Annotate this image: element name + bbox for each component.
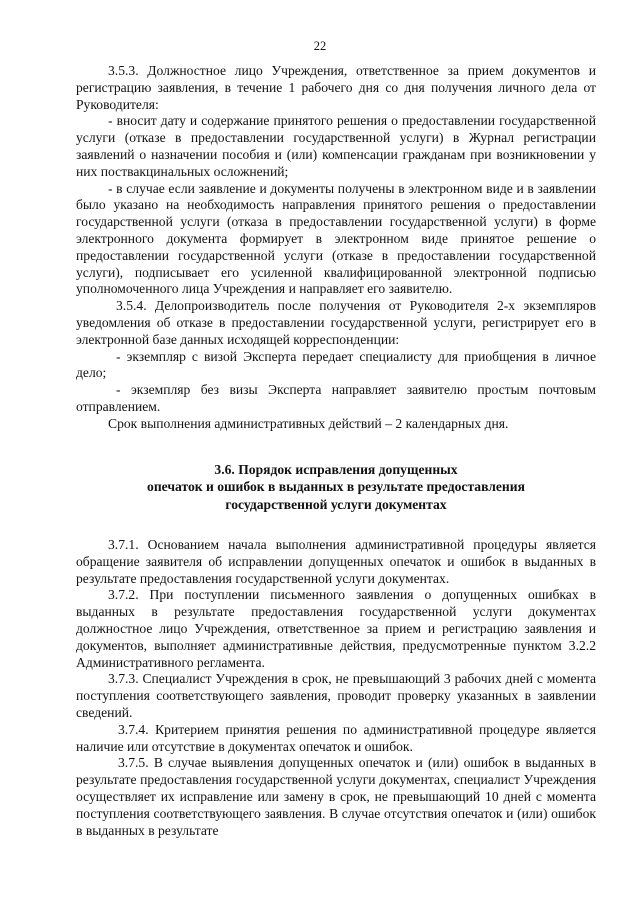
section-heading-3-6 bbox=[76, 461, 596, 514]
paragraph-deadline: Срок выполнения административных действий – 2 календарных дня. bbox=[108, 415, 509, 431]
list-item-journal: - вносит дату и содержание принятого решения о предоставлении государственной услуги (отказе в предоставлении государственной услуги) в Журнал регистрации заявлений о назначении пособия и (или) компенсации гражданам при возникновении у них поствакцинальных осложнений; bbox=[76, 113, 596, 179]
heading-line-2: опечаток и ошибок в выданных в результате предоставления bbox=[147, 479, 525, 495]
heading-line-1: 3.6. Порядок исправления допущенных bbox=[214, 461, 458, 477]
heading-line-3: государственной услуги документах bbox=[225, 496, 447, 512]
list-item-with-visa: - экземпляр с визой Эксперта передает специалисту для приобщения в личное дело; bbox=[76, 348, 596, 381]
page-number: 22 bbox=[313, 39, 327, 53]
list-item-without-visa: - экземпляр без визы Эксперта направляет заявителю простым почтовым отправлением. bbox=[76, 382, 596, 414]
list-item-electronic: - в случае если заявление и документы получены в электронном виде и в заявлении было указано на необходимость направления принятого решения о предоставлении государственной услуги (отказа в предоставлении государственной услуги) в форме электронного документа формирует в электронном виде принятое решение о предоставлении государственной услуги (отказе в предоставлении государственной услуги), подписывает его усиленной квалифицированной электронной подписью уполномоченного лица Учреждения и направляет его заявителю. bbox=[76, 180, 596, 297]
paragraph-3-5-3: 3.5.3. Должностное лицо Учреждения, ответственное за прием документов и регистрацию заявления, в течение 1 рабочего дня со дня получения личного дела от Руководителя: bbox=[76, 63, 596, 112]
paragraph-3-7-3: 3.7.3. Специалист Учреждения в срок, не превышающий 3 рабочих дней с момента поступления соответствующего заявления, проводит проверку указанных в заявлении сведений. bbox=[76, 671, 596, 720]
paragraph-3-5-4: 3.5.4. Делопроизводитель после получения от Руководителя 2-х экземпляров уведомления об отказе в предоставлении государственной услуги, регистрирует его в электронной базе данных исходящей корреспонденции: bbox=[76, 298, 596, 347]
paragraph-3-7-2: 3.7.2. При поступлении письменного заявления о допущенных ошибках в выданных в результате предоставления государственной услуги документах должностное лицо Учреждения, ответственное за прием и регистрацию заявления и документов, выполняет административные действия, предусмотренные пунктом 3.2.2 Административного регламента. bbox=[76, 587, 596, 670]
paragraph-3-7-1: 3.7.1. Основанием начала выполнения административной процедуры является обращение заявителя об исправлении допущенных опечаток и ошибок в выданных в результате предоставления государственной услуги документах. bbox=[76, 537, 596, 586]
paragraph-3-7-4: 3.7.4. Критерием принятия решения по административной процедуре является наличие или отсутствие в документах опечаток и ошибок. bbox=[76, 721, 596, 754]
paragraph-3-7-5: 3.7.5. В случае выявления допущенных опечаток и (или) ошибок в выданных в результате предоставления государственной услуги документах, специалист Учреждения осуществляет их исправление или замену в срок, не превышающий 10 дней с момента поступления соответствующего заявления. В случае отсутствия опечаток и (или) ошибок в выданных в результате bbox=[76, 755, 596, 838]
document-body bbox=[76, 63, 596, 839]
